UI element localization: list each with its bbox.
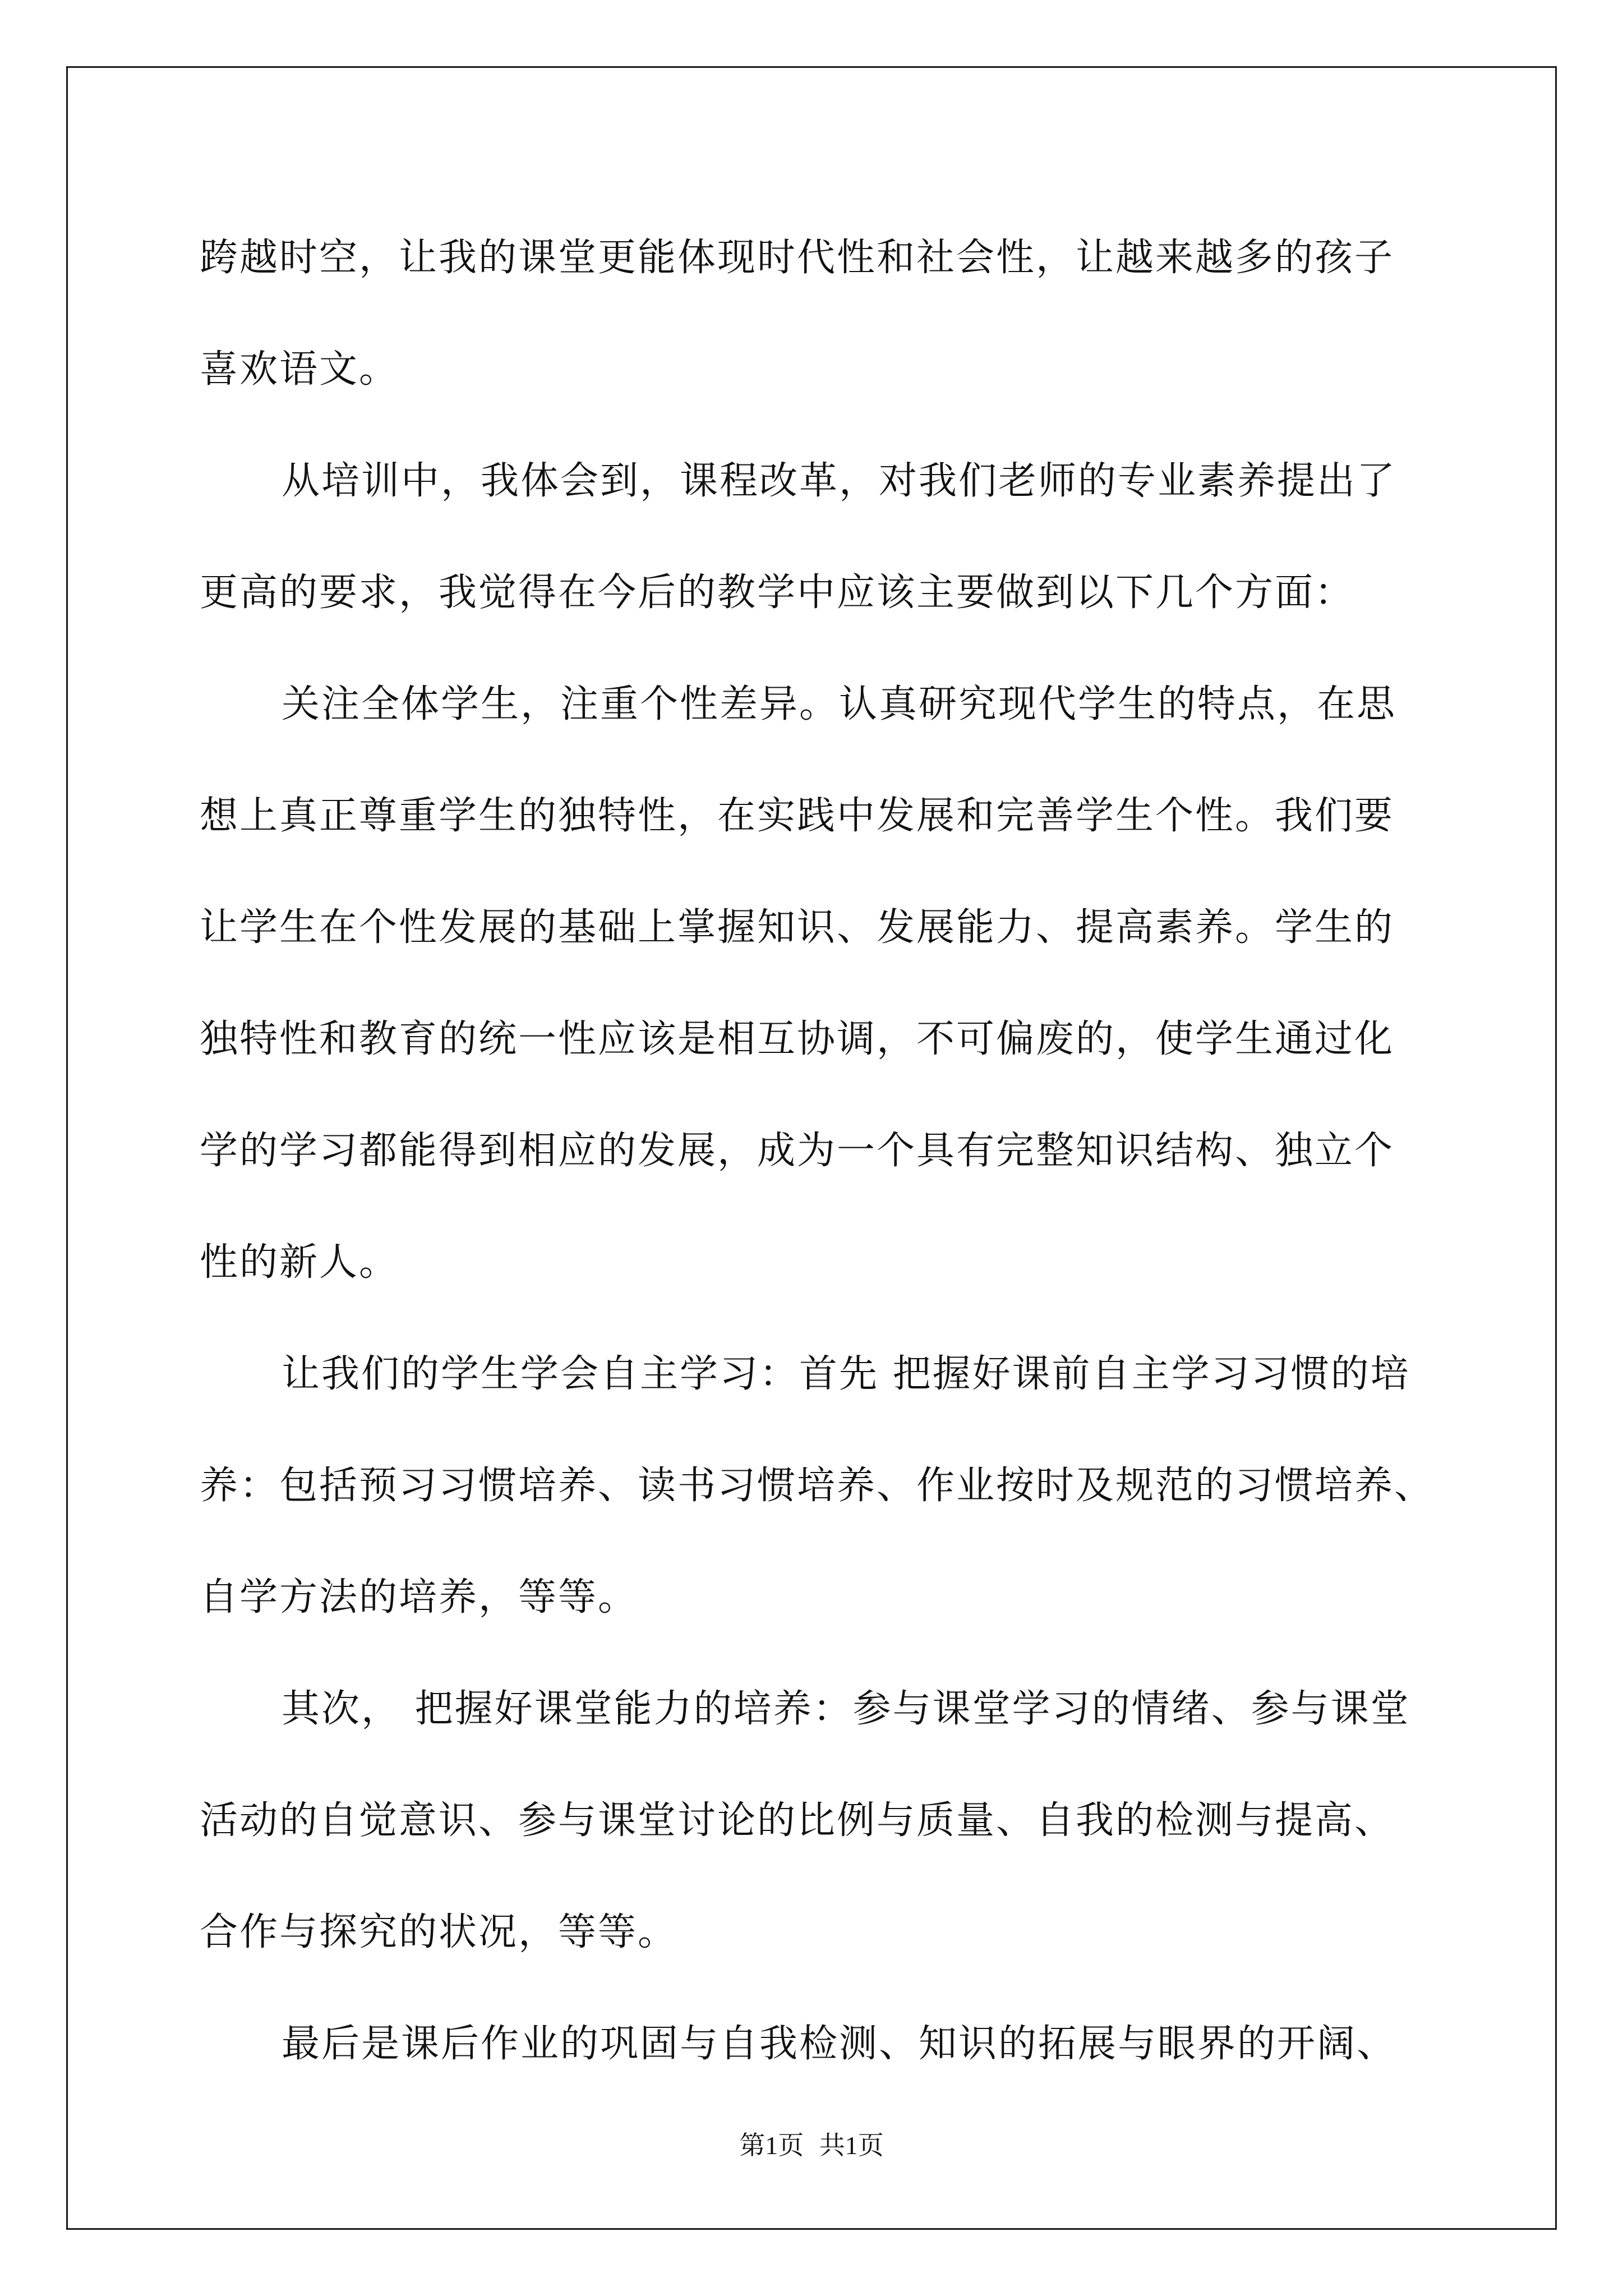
text-line: 其次， 把握好课堂能力的培养：参与课堂学习的情绪、参与课堂 [282,1687,1410,1731]
text-line: 合作与探究的状况，等等。 [200,1910,678,1954]
paragraph [200,202,1433,425]
text-line: 最后是课后作业的巩固与自我检测、知识的拓展与眼界的开阔、 [282,2022,1397,2066]
paragraph [200,425,1433,648]
text-line: 独特性和教育的统一性应该是相互协调，不可偏废的，使学生通过化 [200,1017,1395,1061]
text-line: 让学生在个性发展的基础上掌握知识、发展能力、提高素养。学生的 [200,905,1395,950]
page-total: 共1页 [819,2131,884,2160]
text-line: 关注全体学生，注重个性差异。认真研究现代学生的特点，在思 [282,682,1397,726]
text-line: 学的学习都能得到相应的发展，成为一个具有完整知识结构、独立个 [200,1129,1395,1173]
paragraph [200,1653,1433,1988]
text-line: 跨越时空，让我的课堂更能体现时代性和社会性，让越来越多的孩子 [200,236,1395,280]
text-line: 更高的要求，我觉得在今后的教学中应该主要做到以下几个方面： [200,570,1355,615]
paragraph [200,648,1433,1318]
page-footer [0,2129,1623,2162]
text-line: 性的新人。 [200,1240,399,1285]
text-line: 从培训中，我体会到，课程改革，对我们老师的专业素养提出了 [282,459,1397,503]
paragraph [200,1318,1433,1653]
page-number: 第1页 [739,2131,804,2160]
paragraph [200,1988,1433,2100]
text-line: 想上真正尊重学生的独特性，在实践中发展和完善学生个性。我们要 [200,794,1395,838]
text-line: 喜欢语文。 [200,347,399,392]
text-line: 活动的自觉意识、参与课堂讨论的比例与质量、自我的检测与提高、 [200,1798,1395,1843]
document-body [200,202,1433,2100]
text-line: 让我们的学生学会自主学习：首先 把握好课前自主学习习惯的培 [282,1352,1410,1396]
text-line: 养：包括预习习惯培养、读书习惯培养、作业按时及规范的习惯培养、 [200,1464,1435,1508]
text-line: 自学方法的培养，等等。 [200,1575,638,1619]
